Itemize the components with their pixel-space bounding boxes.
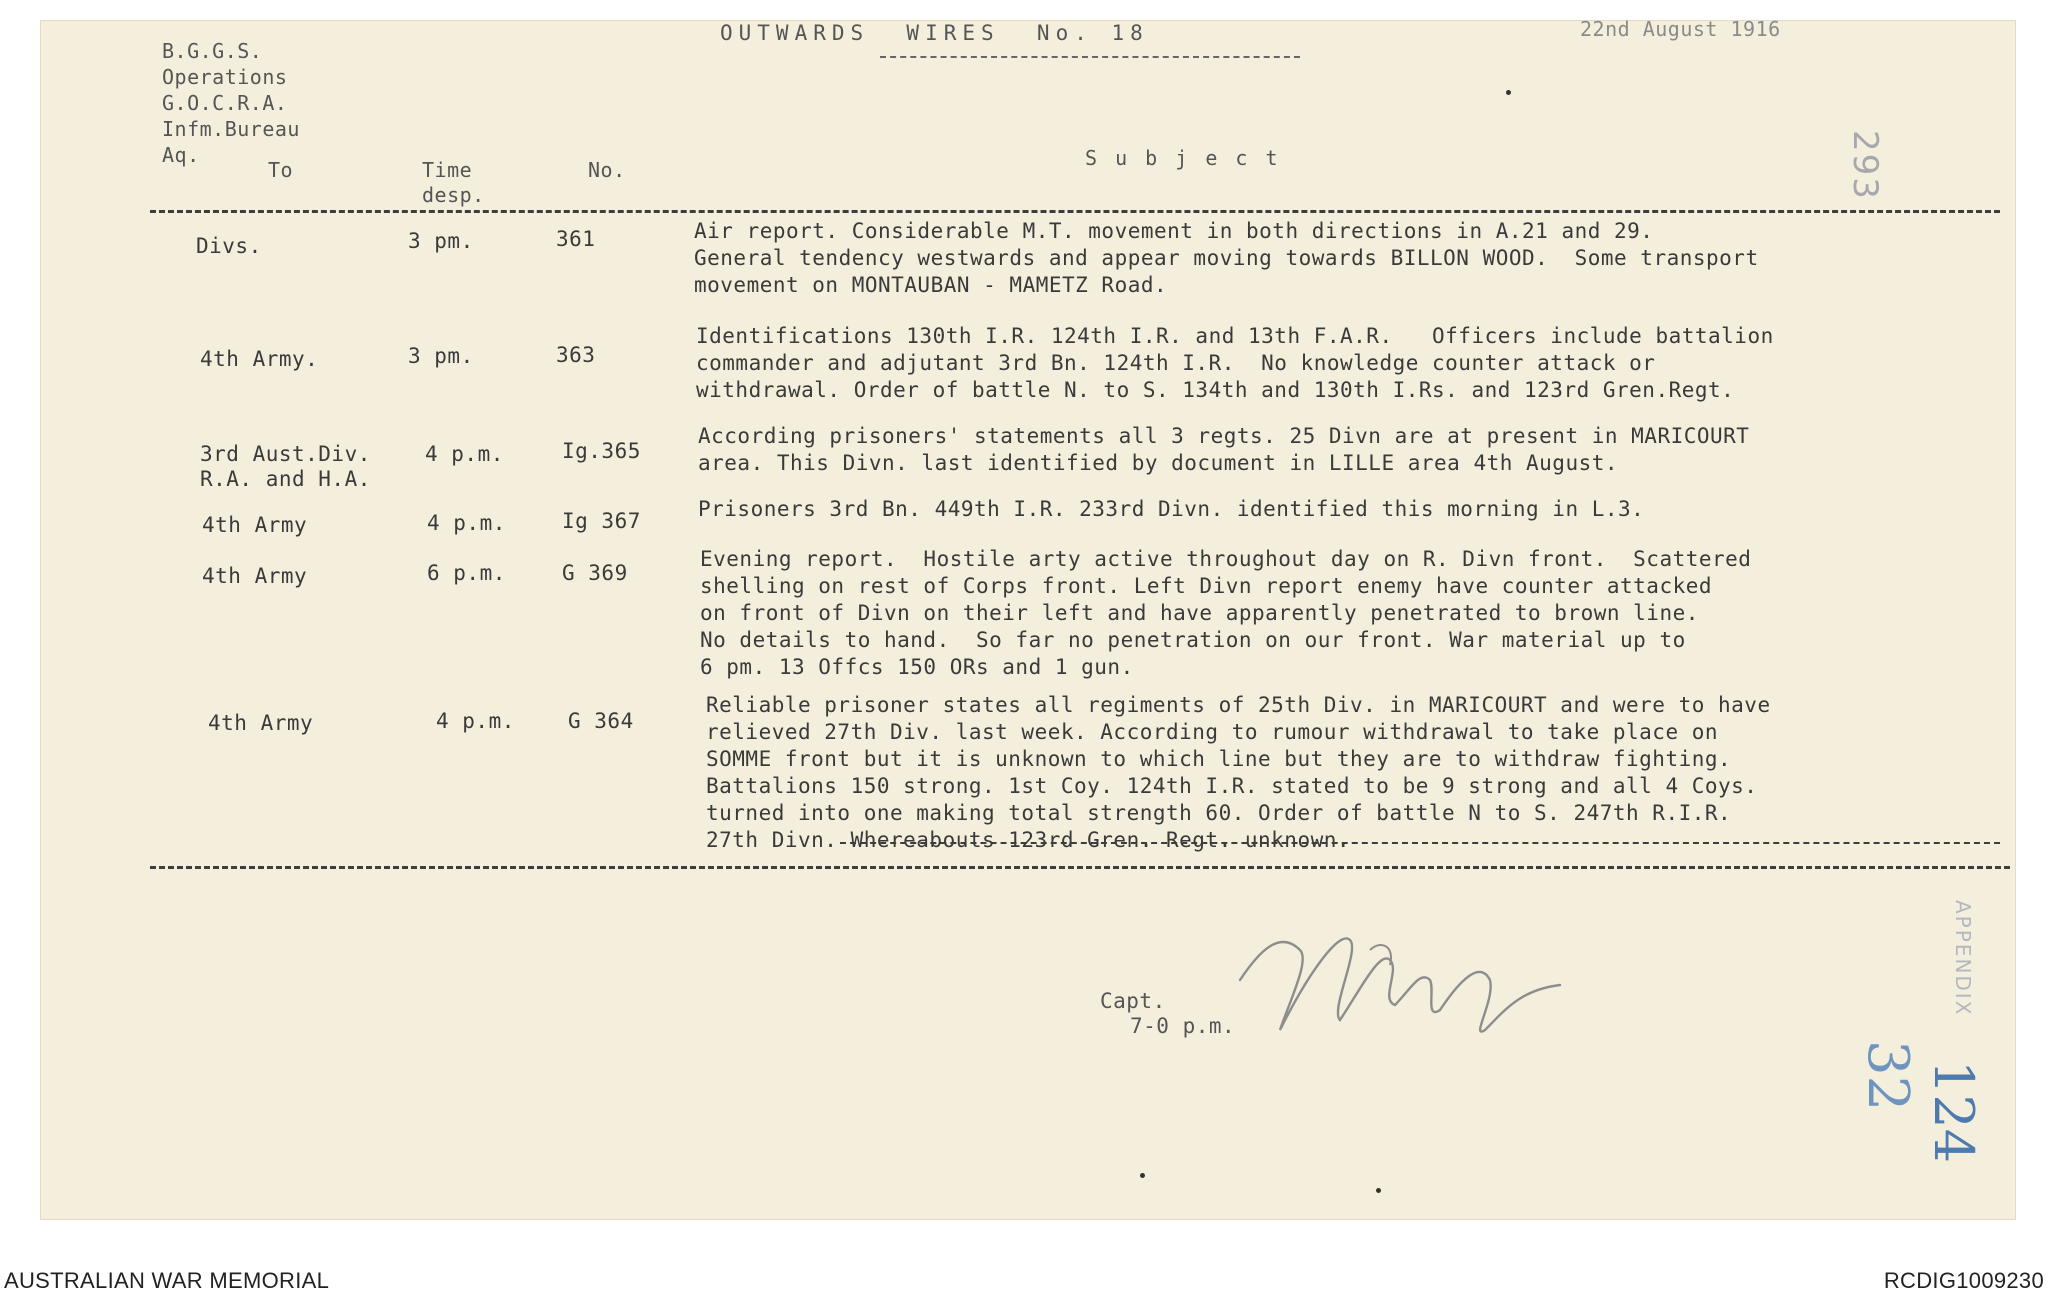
row-to: 4th Army [208,711,314,735]
distribution-list [162,38,300,168]
document-title: OUTWARDS WIRES No. 18 [720,21,1149,45]
appendix-number: 32 [1855,1040,1920,1112]
subject-line: General tendency westwards and appear moving towards BILLON WOOD. Some transport [694,246,1759,270]
appendix-stamp: APPENDIX [1951,900,1975,1017]
subject-line: Evening report. Hostile arty active throughout day on R. Divn front. Scattered [700,547,1752,571]
title-underline [880,56,1300,58]
column-header-no: No. [588,158,626,182]
subject-line: relieved 27th Div. last week. According to rumour withdrawal to take place on [706,720,1719,744]
column-header-to: To [268,158,294,182]
subject-line: withdrawal. Order of battle N. to S. 134th and 130th I.Rs. and 123rd Gren.Regt. [696,378,1735,402]
subject-line: area. This Divn. last identified by document in LILLE area 4th August. [698,451,1619,475]
column-header-time-desp: desp. [422,183,485,207]
distribution-item: B.G.G.S. [162,39,263,63]
row-subject [698,423,1948,477]
row-to: 4th Army. [200,347,319,371]
subject-line: Air report. Considerable M.T. movement in both directions in A.21 and 29. [694,219,1654,243]
row-time: 6 p.m. [427,561,506,585]
distribution-item: Infm.Bureau [162,117,300,141]
row-number: Ig 367 [562,509,641,533]
signoff-time: 7-0 p.m. [1130,1014,1236,1038]
footer-left-credit: AUSTRALIAN WAR MEMORIAL [4,1268,330,1293]
column-header-subject: S u b j e c t [1085,146,1281,170]
subject-line: shelling on rest of Corps front. Left Divn report enemy have counter attacked [700,574,1713,598]
row-time: 4 p.m. [425,442,504,466]
footer-right-id: RCDIG1009230 [1883,1268,2044,1293]
row-to: 4th Army [202,564,308,588]
ink-mark [1376,1188,1381,1193]
row-number: Ig.365 [562,439,641,463]
folio-number: 124 [1922,1060,1985,1164]
subject-line: Identifications 130th I.R. 124th I.R. and 13th F.A.R. Officers include battalion [696,324,1774,348]
row-subject [700,546,1950,681]
subject-line: on front of Divn on their left and have apparently penetrated to brown line. [700,601,1699,625]
row-subject [706,692,1956,854]
ink-mark [1506,90,1511,95]
row-time: 4 p.m. [436,709,515,733]
header-rule [150,210,2000,213]
subject-line: movement on MONTAUBAN - MAMETZ Road. [694,273,1168,297]
signature-icon [1220,890,1580,1060]
row-number: G 364 [568,709,634,733]
row-time: 4 p.m. [427,511,506,535]
document-page [40,20,2016,1220]
subject-line: commander and adjutant 3rd Bn. 124th I.R. No knowledge counter attack or [696,351,1656,375]
subject-line: According prisoners' statements all 3 regts. 25 Divn are at present in MARICOURT [698,424,1750,448]
footer-rule [150,866,2010,869]
row-to: 4th Army [202,513,308,537]
row-time: 3 pm. [408,344,474,368]
ink-mark [1140,1173,1145,1178]
row-to: 3rd Aust.Div. [200,442,371,466]
subject-line: SOMME front but it is unknown to which line but they are to withdraw fighting. [706,747,1732,771]
row-number: G 369 [562,561,628,585]
footer-rule-thin [840,842,2000,844]
row-subject [694,218,1944,299]
row-subject [696,323,1946,404]
distribution-item: G.O.C.R.A. [162,91,288,115]
distribution-item: Operations [162,65,288,89]
subject-line: Battalions 150 strong. 1st Coy. 124th I.R. stated to be 9 strong and all 4 Coys. [706,774,1758,798]
row-number: 361 [556,227,596,251]
subject-line: 27th Divn. Whereabouts 123rd Gren. Regt. unknown. [706,828,1351,852]
row-number: 363 [556,343,596,367]
distribution-item: Aq. [162,143,200,167]
page-number-stamp: 293 [1845,130,1885,201]
column-header-time: Time [422,158,473,182]
subject-line: Reliable prisoner states all regiments of 25th Div. in MARICOURT and were to have [706,693,1771,717]
subject-line: turned into one making total strength 60. Order of battle N to S. 247th R.I.R. [706,801,1732,825]
subject-line: No details to hand. So far no penetration on our front. War material up to [700,628,1686,652]
signoff-rank: Capt. [1100,989,1166,1013]
subject-line: Prisoners 3rd Bn. 449th I.R. 233rd Divn. identified this morning in L.3. [698,497,1645,521]
row-to: R.A. and H.A. [200,467,371,491]
row-time: 3 pm. [408,229,474,253]
row-subject [698,496,1948,523]
document-date: 22nd August 1916 [1580,20,1781,41]
subject-line: 6 pm. 13 Offcs 150 ORs and 1 gun. [700,655,1134,679]
row-to: Divs. [196,234,262,258]
